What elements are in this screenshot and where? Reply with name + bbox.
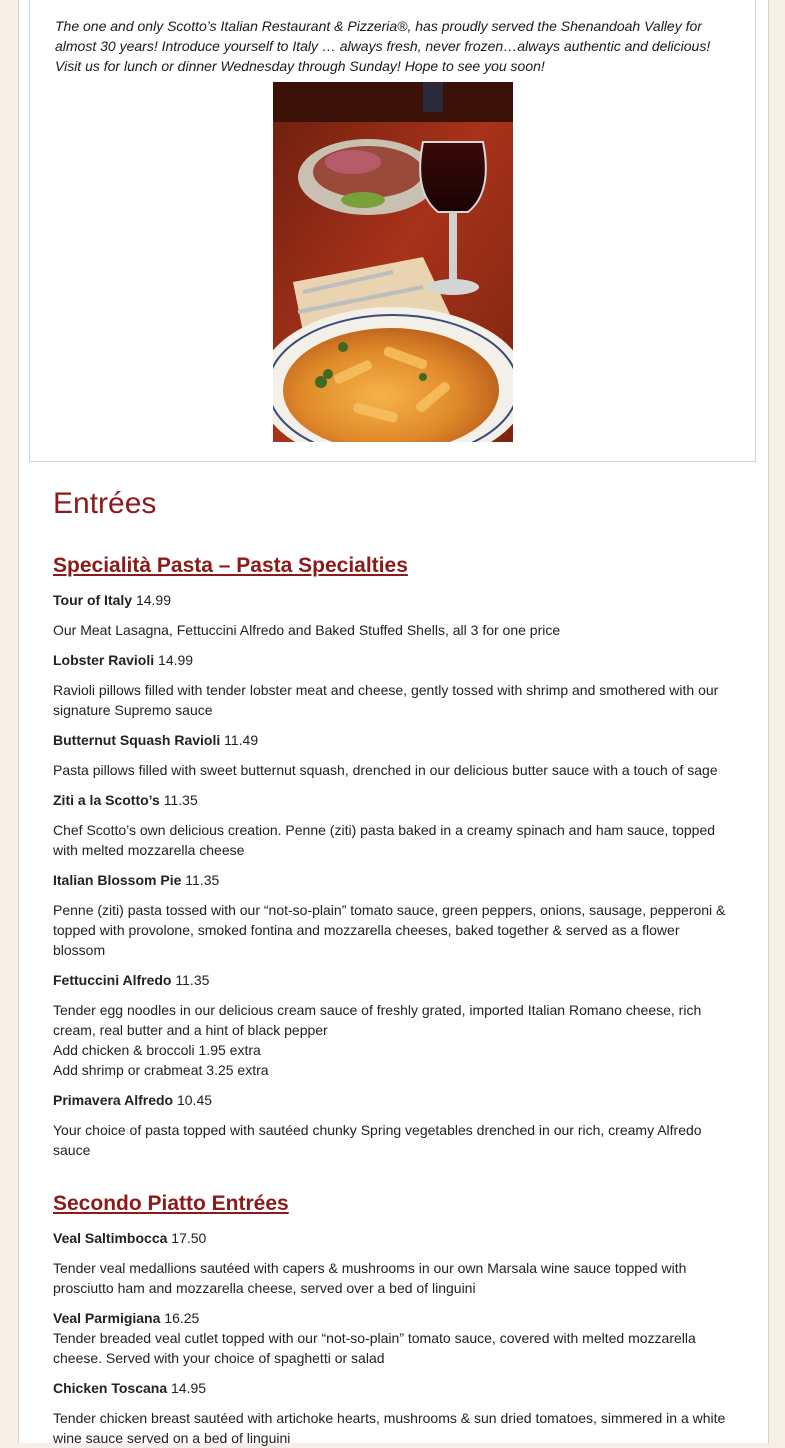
menu-content (53, 548, 733, 1448)
menu-item-extra: Add shrimp or crabmeat 3.25 extra (53, 1062, 269, 1078)
food-photo (273, 82, 513, 442)
menu-item-price: 11.35 (185, 872, 220, 888)
menu-item-price: 10.45 (176, 1092, 213, 1108)
menu-item-heading (53, 970, 733, 990)
menu-item-name: Veal Parmigiana (53, 1310, 161, 1326)
menu-item-heading (53, 590, 733, 610)
menu-item-heading (53, 730, 733, 750)
section-title-pasta-specialties: Specialità Pasta – Pasta Specialties (53, 554, 408, 577)
menu-item-price: 14.95 (171, 1380, 207, 1396)
menu-item-description: Pasta pillows filled with sweet butternut squash, drenched in our delicious butter sauce with a touch of sage (53, 762, 718, 778)
menu-item-price: 17.50 (171, 1230, 207, 1246)
menu-item-name: Lobster Ravioli (53, 652, 155, 668)
menu-item-name: Tour of Italy (53, 592, 133, 608)
menu-item-description: Our Meat Lasagna, Fettuccini Alfredo and Baked Stuffed Shells, all 3 for one price (53, 622, 561, 638)
menu-item-price: 14.99 (158, 652, 194, 668)
menu-item-name: Veal Saltimbocca (53, 1230, 168, 1246)
menu-item-heading (53, 650, 733, 670)
menu-item-description: Tender breaded veal cutlet topped with our “not-so-plain” tomato sauce, covered with melted mozzarella cheese. Served with your choice of spaghetti or salad (53, 1330, 696, 1366)
menu-item-name: Chicken Toscana (53, 1380, 168, 1396)
intro-text: The one and only Scotto’s Italian Restaurant & Pizzeria®, has proudly served the Shenandoah Valley for almost 30 years! Introduce yourself to Italy … always fresh, never frozen…always authentic and delicious! Visit us for lunch or dinner Wednesday through Sunday! Hope to see you soon! (55, 18, 711, 74)
menu-item-description: Tender veal medallions sautéed with capers & mushrooms in our own Marsala wine sauce topped with prosciutto ham and mozzarella cheese, served over a bed of linguini (53, 1260, 687, 1296)
menu-item-heading (53, 870, 733, 890)
menu-item-heading (53, 1308, 733, 1328)
section-title-secondo-piatto: Secondo Piatto Entrées (53, 1192, 289, 1215)
menu-item-heading (53, 1090, 733, 1110)
menu-item-description: Penne (ziti) pasta tossed with our “not-so-plain” tomato sauce, green peppers, onions, sausage, pepperoni & topped with provolone, smoked fontina and mozzarella cheeses, baked together & served as a flower blossom (53, 902, 726, 958)
menu-item-price: 11.35 (163, 792, 198, 808)
page-title: Entrées (53, 487, 157, 520)
menu-item-price: 11.49 (224, 732, 259, 748)
menu-item-name: Fettuccini Alfredo (53, 972, 172, 988)
menu-item-name: Ziti a la Scotto’s (53, 792, 160, 808)
menu-item-description: Tender egg noodles in our delicious cream sauce of freshly grated, imported Italian Romano cheese, rich cream, real butter and a hint of black pepper (53, 1002, 702, 1038)
menu-item-price: 11.35 (175, 972, 210, 988)
menu-item-name: Italian Blossom Pie (53, 872, 182, 888)
menu-item-heading (53, 1228, 733, 1248)
menu-item-name: Butternut Squash Ravioli (53, 732, 221, 748)
menu-item-description: Ravioli pillows filled with tender lobster meat and cheese, gently tossed with shrimp and smothered with our signature Supremo sauce (53, 682, 719, 718)
menu-item-description: Chef Scotto’s own delicious creation. Penne (ziti) pasta baked in a creamy spinach and ham sauce, topped with melted mozzarella cheese (53, 822, 716, 858)
menu-item-description: Your choice of pasta topped with sautéed chunky Spring vegetables drenched in our rich, creamy Alfredo sauce (53, 1122, 702, 1158)
menu-item-price: 16.25 (164, 1310, 200, 1326)
menu-item-description: Tender chicken breast sautéed with artichoke hearts, mushrooms & sun dried tomatoes, simmered in a white wine sauce served on a bed of linguini (53, 1410, 726, 1446)
menu-item-price: 14.99 (135, 592, 172, 608)
penne-wine-image (273, 82, 513, 442)
menu-item-heading (53, 790, 733, 810)
menu-item-extra: Add chicken & broccoli 1.95 extra (53, 1042, 261, 1058)
menu-item-name: Primavera Alfredo (53, 1092, 174, 1108)
menu-item-heading (53, 1378, 733, 1398)
